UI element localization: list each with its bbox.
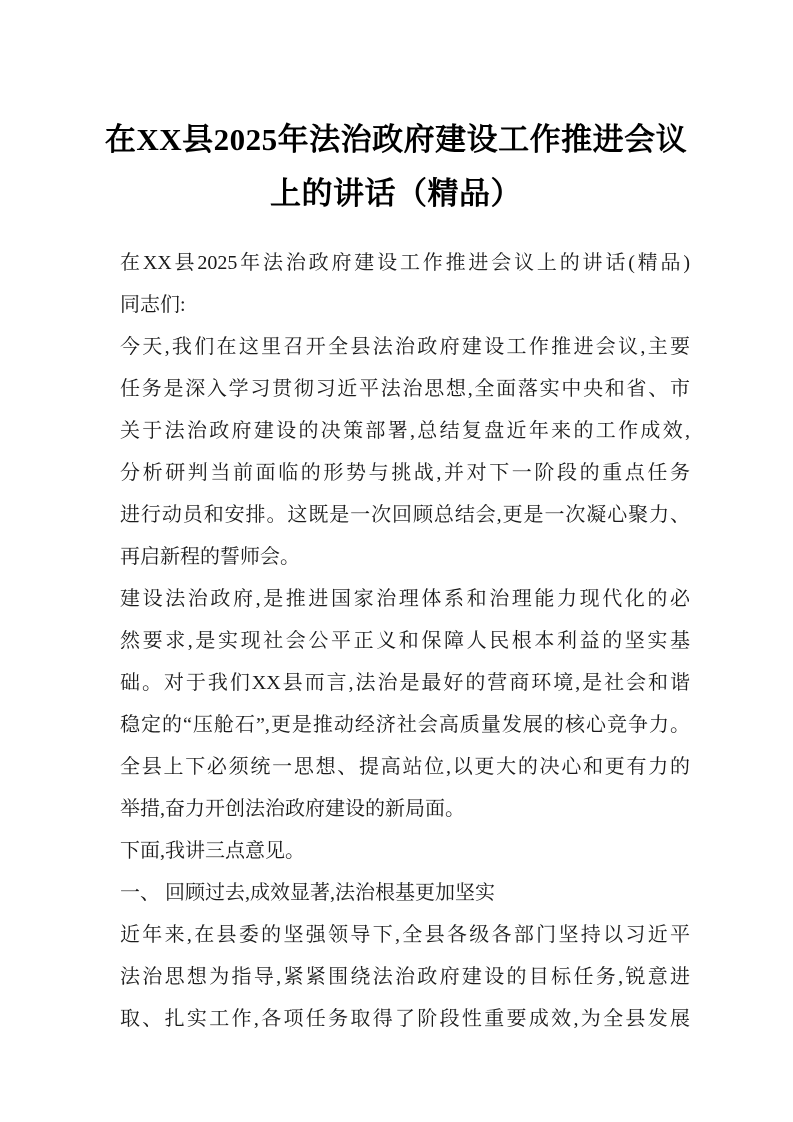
body-line: 举措,奋力开创法治政府建设的新局面。 [120, 798, 465, 820]
body-line: 一、 回顾过去,成效显著,法治根基更加坚实 [120, 882, 495, 904]
body-line: 关于法治政府建设的决策部署,总结复盘近年来的工作成效, [120, 420, 690, 442]
body-line: 然要求,是实现社会公平正义和保障人民根本利益的坚实基 [120, 630, 690, 652]
title-line-1: 在XX县2025年法治政府建设工作推进会议 [104, 122, 688, 157]
body-line: 再启新程的誓师会。 [120, 546, 300, 568]
body-line: 分析研判当前面临的形势与挑战,并对下一阶段的重点任务 [120, 462, 690, 484]
document-body [120, 242, 690, 1040]
body-line: 在XX县2025年法治政府建设工作推进会议上的讲话(精品) [120, 252, 690, 274]
body-line: 取、扎实工作,各项任务取得了阶段性重要成效,为全县发展 [120, 1008, 690, 1030]
body-line: 进行动员和安排。这既是一次回顾总结会,更是一次凝心聚力、 [120, 504, 690, 526]
body-line: 下面,我讲三点意见。 [120, 840, 305, 862]
body-line: 任务是深入学习贯彻习近平法治思想,全面落实中央和省、市 [120, 378, 690, 400]
body-line: 全县上下必须统一思想、提高站位,以更大的决心和更有力的 [120, 756, 690, 778]
title-line-2: 上的讲话（精品） [270, 176, 522, 211]
body-line: 稳定的“压舱石”,更是推动经济社会高质量发展的核心竞争力。 [120, 714, 690, 736]
body-line: 建设法治政府,是推进国家治理体系和治理能力现代化的必 [120, 588, 690, 610]
body-line: 础。对于我们XX县而言,法治是最好的营商环境,是社会和谐 [120, 672, 690, 694]
body-line: 同志们: [120, 294, 186, 316]
body-line: 法治思想为指导,紧紧围绕法治政府建设的目标任务,锐意进 [120, 966, 690, 988]
document-title [96, 113, 696, 221]
body-line: 近年来,在县委的坚强领导下,全县各级各部门坚持以习近平 [120, 924, 690, 946]
body-line: 今天,我们在这里召开全县法治政府建设工作推进会议,主要 [120, 336, 690, 358]
